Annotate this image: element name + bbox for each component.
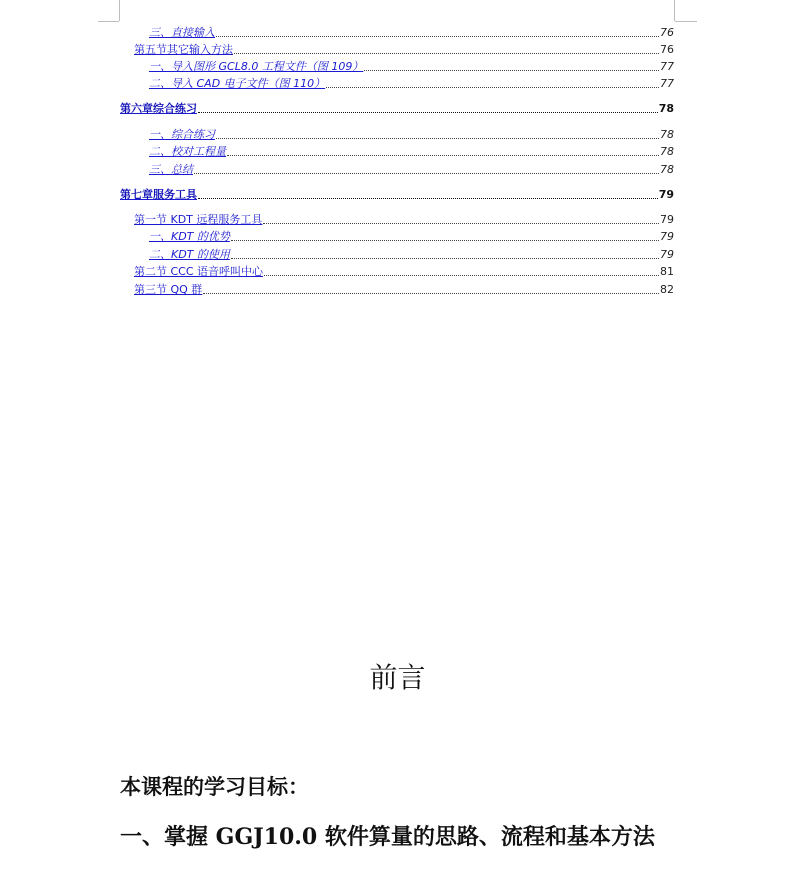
toc-entry-title[interactable]: 三、总结	[149, 163, 193, 176]
toc-entry-page: 82	[660, 283, 674, 296]
toc-entry-title[interactable]: 第六章综合练习	[120, 102, 197, 115]
learning-goal-item: 一、掌握 GGJ10.0 软件算量的思路、流程和基本方法	[120, 824, 655, 850]
toc-entry-title[interactable]: 二、校对工程量	[149, 145, 226, 158]
crop-mark-top-right	[675, 21, 697, 22]
toc-entry[interactable]	[120, 143, 674, 159]
toc-entry-page: 78	[660, 163, 674, 176]
toc-entry[interactable]	[120, 126, 674, 142]
toc-entry-title[interactable]: 一、KDT 的优势	[149, 230, 230, 243]
toc-entry-title[interactable]: 第七章服务工具	[120, 188, 197, 201]
toc-entry-page: 78	[658, 102, 674, 115]
toc-entry-page: 76	[660, 43, 674, 56]
toc-leader-dots	[216, 137, 659, 139]
learning-goals-heading: 本课程的学习目标：	[120, 774, 309, 799]
toc-leader-dots	[231, 239, 659, 241]
toc-chapter-entry[interactable]	[120, 100, 674, 116]
toc-entry-title[interactable]: 一、导入图形 GCL8.0 工程文件（图 109）	[149, 60, 364, 73]
toc-entry[interactable]	[120, 211, 674, 227]
toc-entry[interactable]	[120, 281, 674, 297]
toc-entry[interactable]	[120, 58, 674, 74]
toc-entry[interactable]	[120, 75, 674, 91]
toc-entry-title[interactable]: 第一节 KDT 远程服务工具	[134, 213, 263, 226]
crop-mark-top-left	[98, 21, 119, 22]
crop-mark-top-left	[119, 0, 120, 21]
toc-entry-page: 79	[660, 230, 674, 243]
toc-entry[interactable]	[120, 246, 674, 262]
preface-title: 前言	[369, 661, 426, 694]
toc-entry-title[interactable]: 二、KDT 的使用	[149, 248, 230, 261]
toc-entry-page: 79	[660, 248, 674, 261]
toc-entry[interactable]	[120, 41, 674, 57]
toc-leader-dots	[203, 292, 659, 294]
toc-entry-title[interactable]: 一、综合练习	[149, 128, 215, 141]
crop-mark-top-right	[674, 0, 675, 21]
toc-leader-dots	[194, 172, 659, 174]
toc-entry-page: 81	[660, 265, 674, 278]
toc-leader-dots	[231, 257, 659, 259]
toc-entry[interactable]	[120, 161, 674, 177]
toc-leader-dots	[227, 154, 659, 156]
toc-entry[interactable]	[120, 24, 674, 40]
toc-leader-dots	[364, 69, 659, 71]
toc-leader-dots	[198, 197, 658, 199]
toc-leader-dots	[234, 52, 659, 54]
toc-leader-dots	[216, 35, 659, 37]
toc-entry-page: 78	[660, 128, 674, 141]
toc-entry-page: 77	[660, 77, 674, 90]
toc-leader-dots	[198, 111, 658, 113]
toc-entry[interactable]	[120, 263, 674, 279]
toc-entry-title[interactable]: 第五节其它输入方法	[134, 43, 233, 56]
toc-entry-page: 76	[660, 26, 674, 39]
toc-entry-page: 79	[658, 188, 674, 201]
toc-entry-page: 78	[660, 145, 674, 158]
toc-entry-page: 79	[660, 213, 674, 226]
toc-entry-title[interactable]: 二、导入 CAD 电子文件（图 110）	[149, 77, 326, 90]
toc-chapter-entry[interactable]	[120, 186, 674, 202]
toc-entry-title[interactable]: 第二节 CCC 语音呼叫中心	[134, 265, 264, 278]
toc-leader-dots	[264, 274, 659, 276]
toc-entry[interactable]	[120, 228, 674, 244]
toc-leader-dots	[326, 86, 659, 88]
toc-entry-title[interactable]: 三、直接输入	[149, 26, 215, 39]
toc-entry-title[interactable]: 第三节 QQ 群	[134, 283, 203, 296]
toc-entry-page: 77	[660, 60, 674, 73]
toc-leader-dots	[263, 222, 659, 224]
